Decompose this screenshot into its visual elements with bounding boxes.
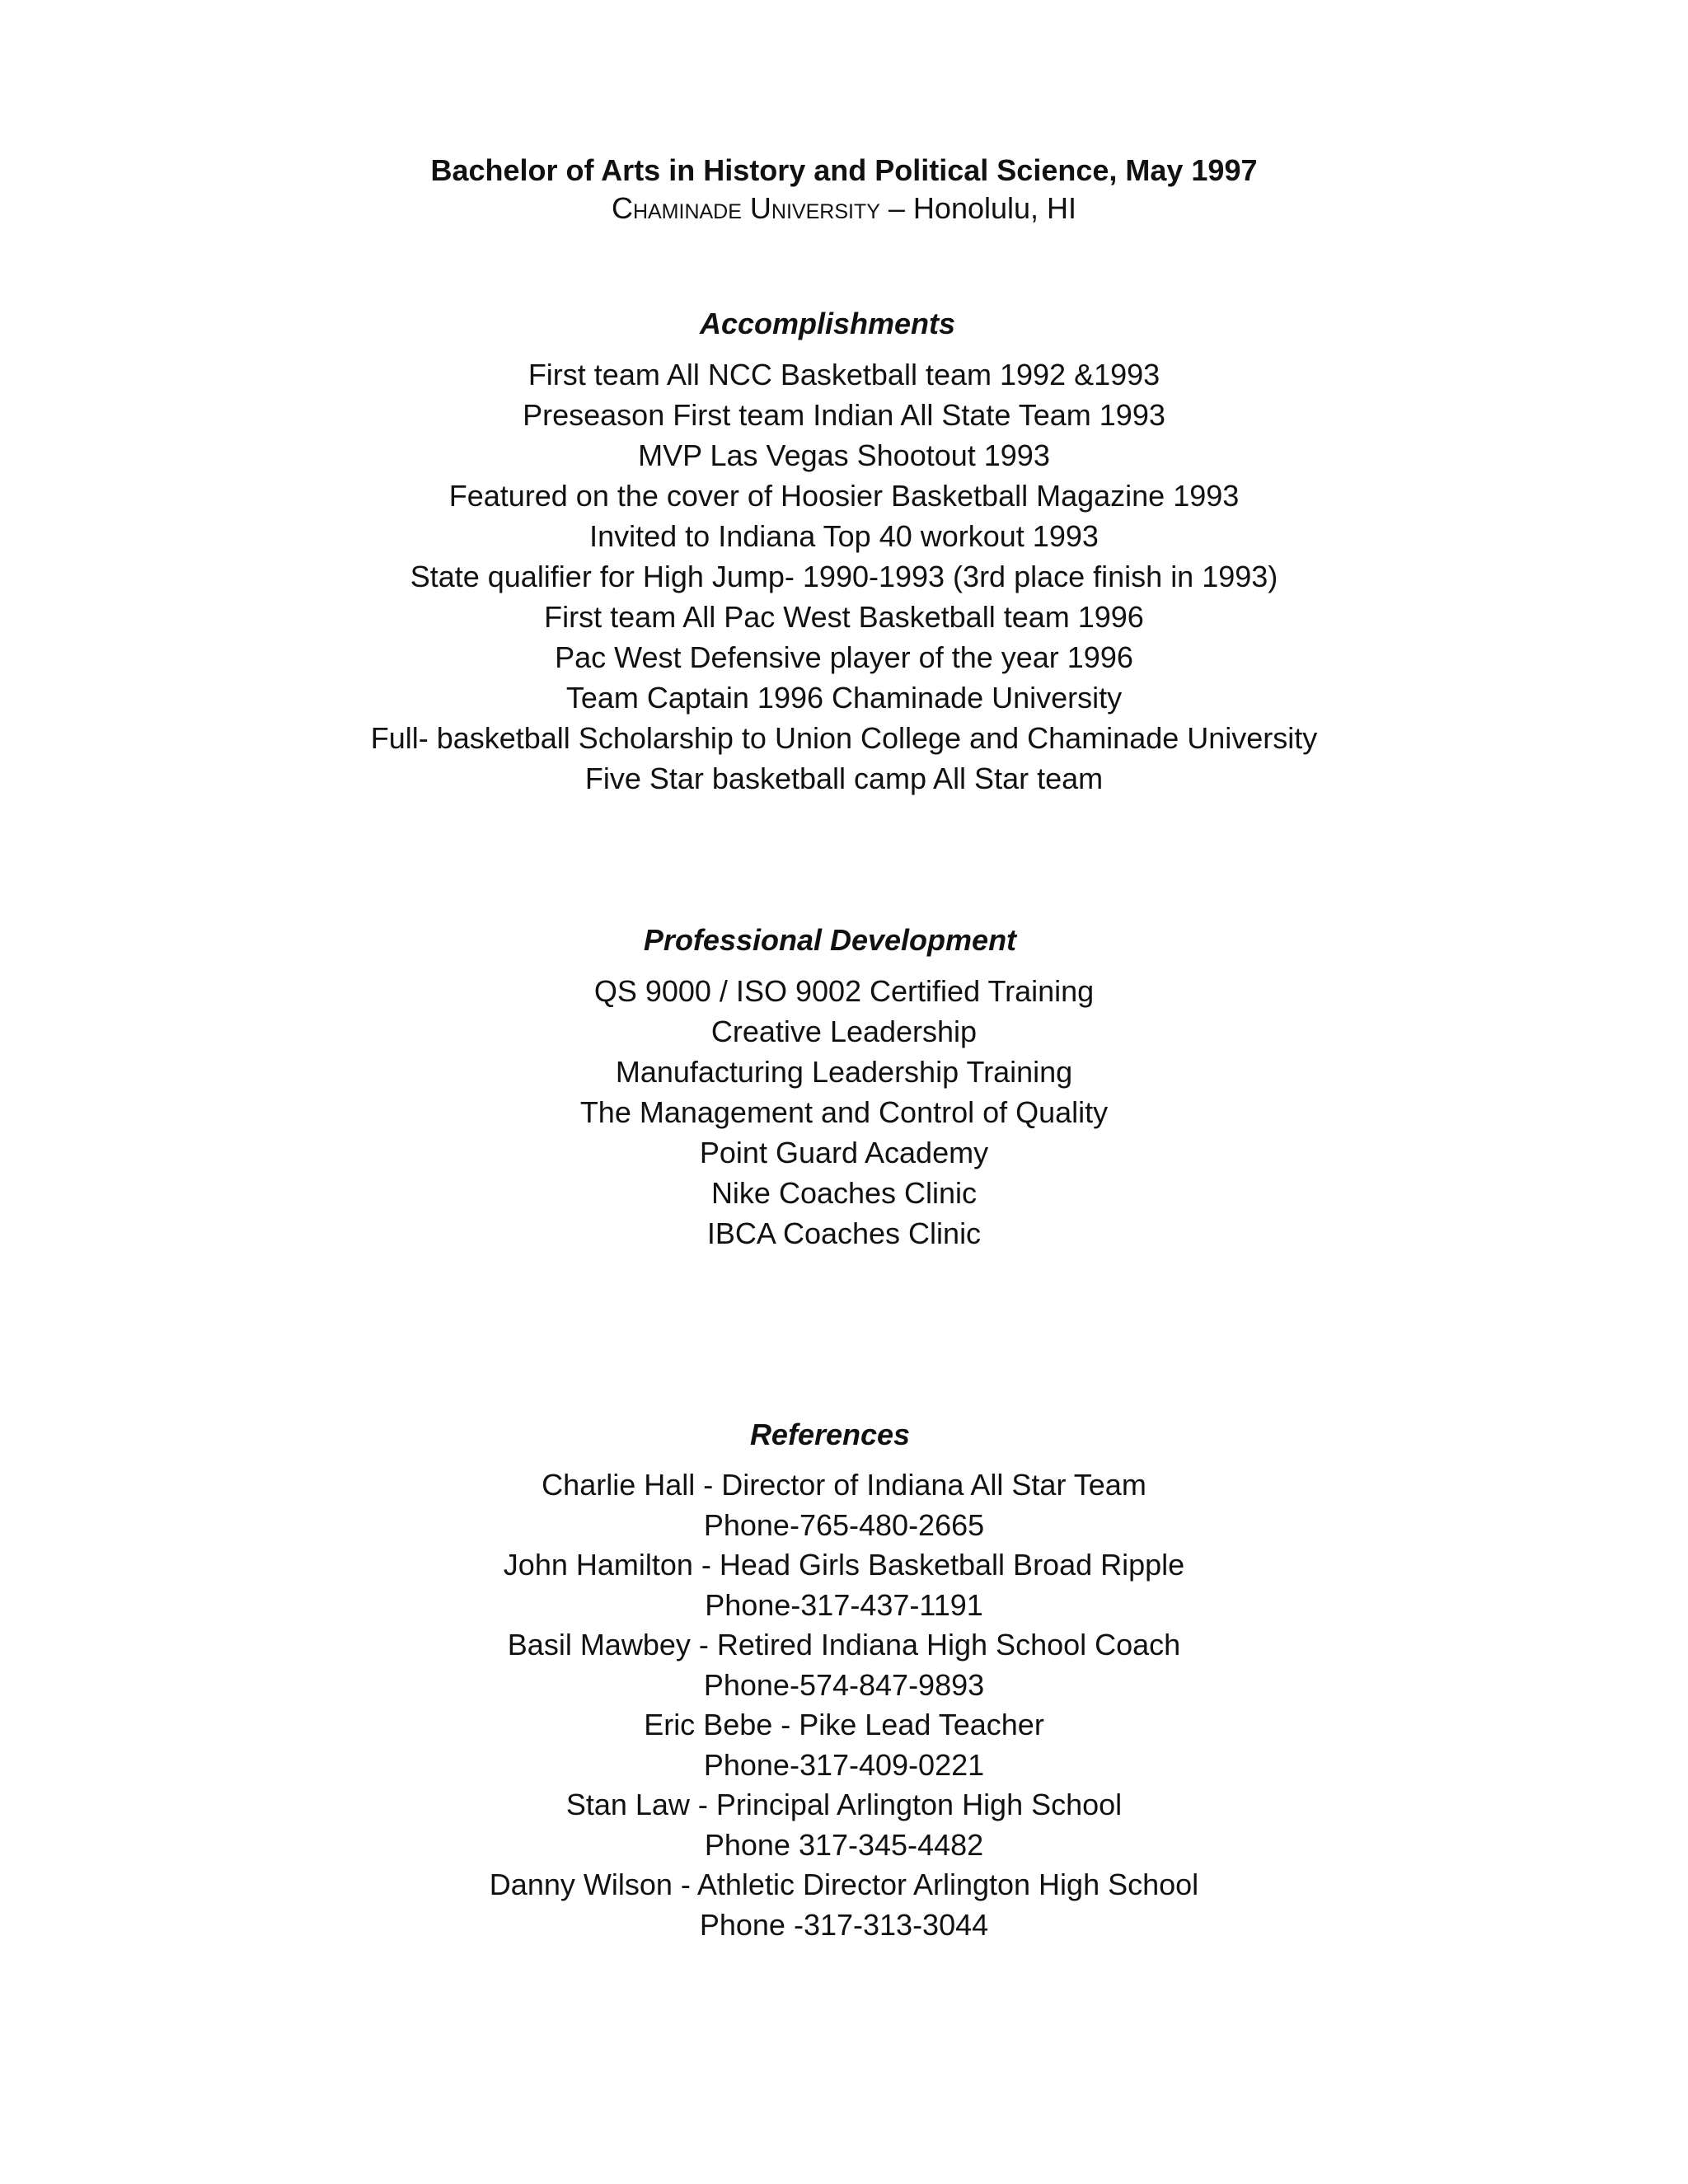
- references-section: [0, 1416, 1688, 1945]
- professional-development-list: [0, 971, 1688, 1254]
- list-item: Phone-574-847-9893: [703, 1667, 985, 1702]
- references-heading: References: [749, 1418, 911, 1451]
- list-item: Danny Wilson - Athletic Director Arlington High School: [489, 1868, 1199, 1901]
- school-location: – Honolulu, HI: [888, 191, 1077, 225]
- list-item: Featured on the cover of Hoosier Basketball Magazine 1993: [448, 479, 1240, 513]
- list-item: Invited to Indiana Top 40 workout 1993: [589, 519, 1099, 553]
- list-item: Phone-317-437-1191: [705, 1587, 983, 1622]
- list-item: IBCA Coaches Clinic: [706, 1216, 982, 1250]
- list-item: MVP Las Vegas Shootout 1993: [638, 438, 1050, 472]
- list-item: First team All NCC Basketball team 1992 &1993: [528, 358, 1160, 391]
- list-item: Five Star basketball camp All Star team: [584, 762, 1104, 795]
- list-item: Phone-317-409-0221: [703, 1747, 985, 1782]
- list-item: Eric Bebe - Pike Lead Teacher: [644, 1708, 1044, 1741]
- list-item: Phone -317-313-3044: [699, 1907, 989, 1942]
- list-item: Phone 317-345-4482: [704, 1827, 984, 1862]
- list-item: Creative Leadership: [710, 1015, 978, 1048]
- school-name: Chaminade University: [611, 191, 880, 225]
- list-item: State qualifier for High Jump- 1990-1993 (3rd place finish in 1993): [410, 560, 1278, 593]
- education-section: [0, 152, 1688, 227]
- list-item: Full- basketball Scholarship to Union College and Chaminade University: [370, 721, 1318, 755]
- references-list: [0, 1465, 1688, 1945]
- list-item: Manufacturing Leadership Training: [615, 1055, 1073, 1089]
- professional-development-section: [0, 921, 1688, 1254]
- list-item: Preseason First team Indian All State Team 1993: [523, 398, 1165, 432]
- list-item: Phone-765-480-2665: [703, 1507, 985, 1542]
- list-item: The Management and Control of Quality: [579, 1095, 1109, 1129]
- list-item: Charlie Hall - Director of Indiana All Star Team: [542, 1468, 1146, 1502]
- list-item: Nike Coaches Clinic: [710, 1176, 978, 1210]
- list-item: Stan Law - Principal Arlington High School: [565, 1788, 1123, 1821]
- list-item: Basil Mawbey - Retired Indiana High School Coach: [507, 1628, 1181, 1661]
- accomplishments-list: [0, 354, 1688, 799]
- list-item: Team Captain 1996 Chaminade University: [565, 681, 1123, 715]
- school-line: [0, 190, 1688, 227]
- list-item: Pac West Defensive player of the year 1996: [555, 640, 1133, 674]
- professional-development-heading: Professional Development: [643, 923, 1017, 957]
- list-item: QS 9000 / ISO 9002 Certified Training: [593, 974, 1095, 1008]
- list-item: Point Guard Academy: [699, 1136, 989, 1169]
- list-item: John Hamilton - Head Girls Basketball Broad Ripple: [503, 1548, 1185, 1582]
- list-item: First team All Pac West Basketball team 1996: [544, 600, 1144, 634]
- accomplishments-heading: Accomplishments: [699, 307, 956, 340]
- accomplishments-section: [0, 305, 1688, 799]
- degree-title: Bachelor of Arts in History and Political Science, May 1997: [430, 153, 1258, 187]
